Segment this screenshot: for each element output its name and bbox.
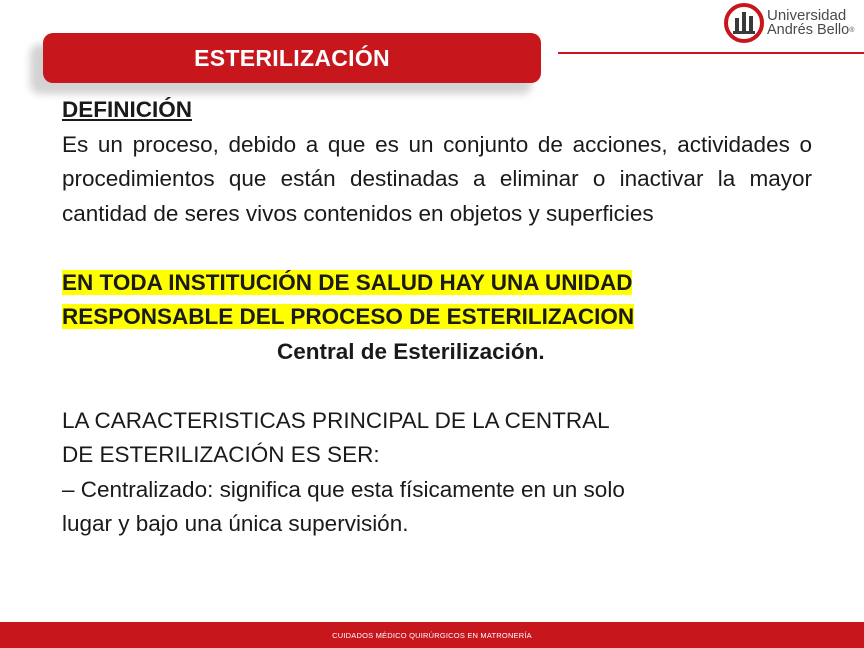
header-rule <box>558 52 864 54</box>
definition-heading: DEFINICIÓN <box>62 97 193 122</box>
registered-mark: ® <box>849 27 855 34</box>
characteristics-line-3: – Centralizado: significa que esta físicamente en un solo <box>62 476 625 502</box>
highlight-text-2: RESPONSABLE DEL PROCESO DE ESTERILIZACION <box>62 304 635 329</box>
spacer <box>62 231 812 266</box>
highlight-line-1 <box>62 266 812 301</box>
footer-text: CUIDADOS MÉDICO QUIRÚRGICOS EN MATRONERÍA <box>332 630 532 640</box>
highlight-text-1: EN TODA INSTITUCIÓN DE SALUD HAY UNA UNIDAD <box>62 269 633 295</box>
university-building-icon <box>724 2 764 44</box>
logo-wordmark <box>767 8 854 38</box>
logo-line-2: Andrés Bello® <box>767 22 855 38</box>
logo-line-1: Universidad <box>767 7 847 24</box>
highlight-line-2 <box>62 300 812 335</box>
slide-title: ESTERILIZACIÓN <box>194 44 390 71</box>
slide-body <box>62 93 812 542</box>
central-label: Central de Esterilización. <box>277 338 545 364</box>
footer-bar <box>0 622 864 648</box>
spacer <box>62 369 812 404</box>
title-banner <box>43 33 541 83</box>
characteristics-line-2: DE ESTERILIZACIÓN ES SER: <box>62 442 380 467</box>
university-logo <box>724 2 864 44</box>
characteristics-line-4: lugar y bajo una única supervisión. <box>62 511 409 536</box>
characteristics-line-1: LA CARACTERISTICAS PRINCIPAL DE LA CENTRAL <box>62 407 610 433</box>
definition-paragraph: Es un proceso, debido a que es un conjunto de acciones, actividades o procedimientos que están destinadas a eliminar o inactivar la mayor cantidad de seres vivos contenidos en objetos y superficies <box>62 131 812 226</box>
